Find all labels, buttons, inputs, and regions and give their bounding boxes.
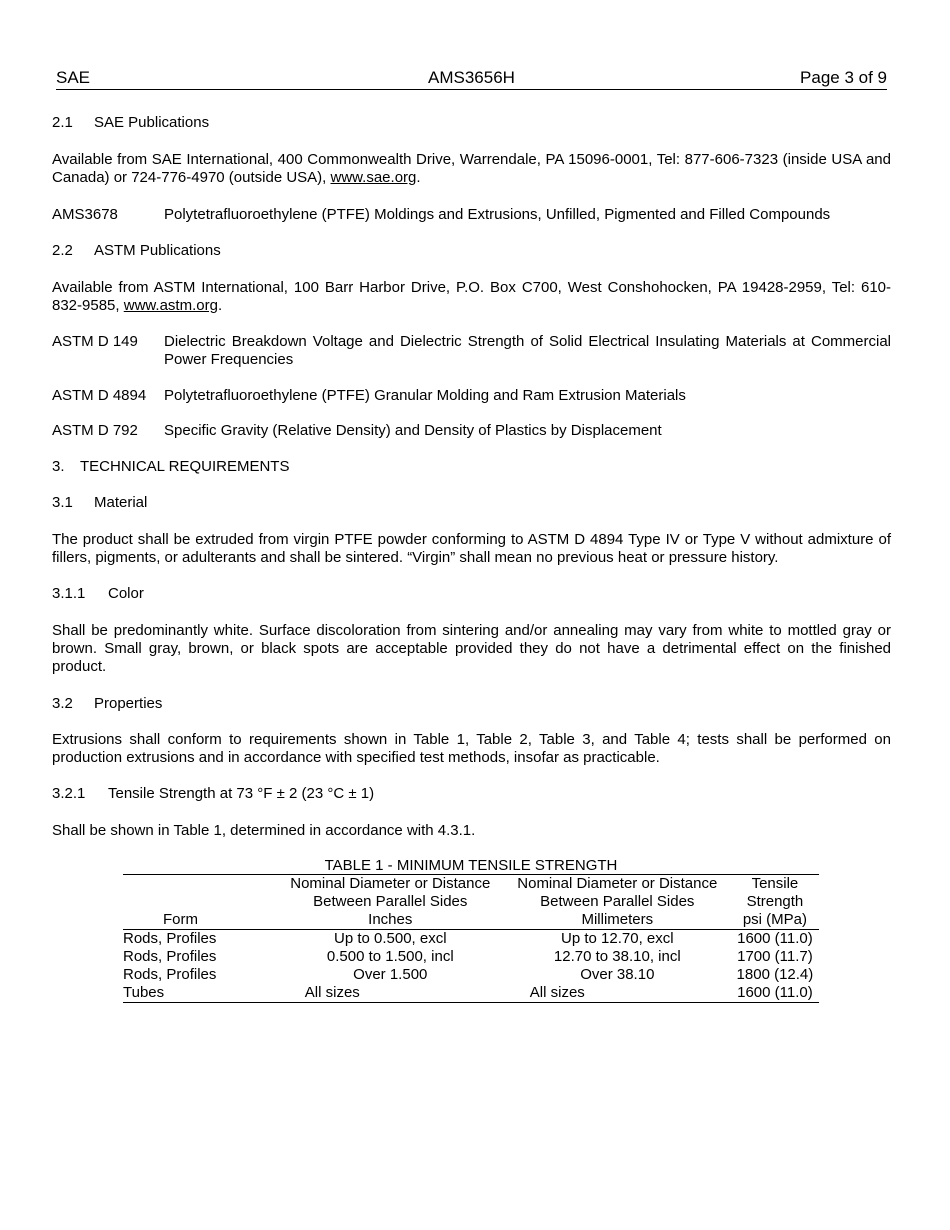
section-heading-3-2 (52, 695, 891, 713)
properties-paragraph: Extrusions shall conform to requirements shown in Table 1, Table 2, Table 3, and Table 4; tests shall be performed on production extrusions and in accordance with specified test methods, insofar as practicable. (52, 731, 891, 766)
section-number: 2.2 (52, 242, 73, 259)
header-mm-line2: Between Parallel Sides (540, 893, 695, 910)
page-header (56, 68, 887, 90)
reference-title: Specific Gravity (Relative Density) and Density of Plastics by Displacement (164, 422, 662, 439)
header-ts-line3: psi (MPa) (731, 911, 819, 930)
paragraph-text: Available from ASTM International, 100 Barr Harbor Drive, P.O. Box C700, West Conshohocken, PA 19428-2959, Tel: 610-832-9585, (52, 279, 891, 314)
section-number: 2.1 (52, 114, 73, 131)
section-number: 3.1 (52, 494, 73, 511)
section-heading-3-2-1 (52, 785, 891, 803)
section-heading-2-1 (52, 114, 891, 132)
sae-website-link[interactable]: www.sae.org (330, 169, 417, 186)
cell-form: Rods, Profiles (123, 930, 217, 947)
header-org: SAE (56, 68, 91, 87)
tensile-strength-table (123, 874, 819, 1003)
section-title: Color (108, 585, 144, 602)
header-page-number: Page 3 of 9 (800, 68, 887, 87)
section-title: TECHNICAL REQUIREMENTS (80, 458, 290, 475)
header-mm-line1: Nominal Diameter or Distance (504, 875, 731, 894)
header-form: Form (123, 911, 277, 930)
section-heading-2-2 (52, 242, 891, 260)
section-title: Tensile Strength at 73 °F ± 2 (23 °C ± 1) (108, 785, 375, 802)
table-row (123, 984, 819, 1003)
section-heading-3-1 (52, 494, 891, 512)
table-caption: TABLE 1 - MINIMUM TENSILE STRENGTH (324, 857, 618, 874)
cell-tensile: 1700 (11.7) (737, 948, 813, 965)
reference-code: ASTM D 149 (52, 333, 138, 350)
section-number: 3.2.1 (52, 785, 86, 802)
tensile-paragraph: Shall be shown in Table 1, determined in accordance with 4.3.1. (52, 822, 476, 839)
sae-availability-paragraph (52, 151, 891, 187)
reference-code: ASTM D 792 (52, 422, 138, 439)
section-number: 3.1.1 (52, 585, 86, 602)
header-doc-id: AMS3656H (428, 68, 515, 87)
cell-form: Tubes (123, 984, 277, 1003)
reference-title: Polytetrafluoroethylene (PTFE) Granular Molding and Ram Extrusion Materials (164, 387, 686, 404)
cell-mm: Up to 12.70, excl (561, 930, 674, 947)
cell-inches: Up to 0.500, excl (333, 930, 447, 947)
header-inches-line3: Inches (277, 911, 504, 930)
section-title: ASTM Publications (94, 242, 221, 259)
paragraph-text: Available from SAE International, 400 Commonwealth Drive, Warrendale, PA 15096-0001, Tel: 877-606-7323 (inside USA and Canada) or 724-776-4970 (outside USA), (52, 151, 891, 186)
paragraph-end: . (416, 169, 421, 186)
cell-inches: Over 1.500 (353, 966, 428, 983)
section-number: 3. (52, 458, 65, 475)
section-number: 3.2 (52, 695, 73, 712)
cell-form: Rods, Profiles (123, 966, 217, 983)
cell-mm: 12.70 to 38.10, incl (553, 948, 681, 965)
astm-website-link[interactable]: www.astm.org (123, 297, 218, 314)
header-inches-line2: Between Parallel Sides (313, 893, 468, 910)
reference-code: AMS3678 (52, 206, 118, 223)
reference-code: ASTM D 4894 (52, 387, 147, 404)
header-ts-line2: Strength (746, 893, 804, 910)
reference-title: Polytetrafluoroethylene (PTFE) Moldings and Extrusions, Unfilled, Pigmented and Filled Compounds (164, 206, 831, 223)
section-heading-3 (52, 458, 891, 476)
table-row (123, 930, 819, 949)
section-title: Material (94, 494, 148, 511)
table-row (123, 966, 819, 984)
paragraph-end: . (217, 297, 223, 314)
header-form-blank (123, 875, 277, 894)
table-row (123, 948, 819, 966)
cell-mm: Over 38.10 (580, 966, 655, 983)
section-title: Properties (94, 695, 163, 712)
header-inches-line1: Nominal Diameter or Distance (277, 875, 504, 894)
reference-title: Dielectric Breakdown Voltage and Dielectric Strength of Solid Electrical Insulating Materials at Commercial Power Frequencies (164, 333, 891, 368)
color-paragraph: Shall be predominantly white. Surface discoloration from sintering and/or annealing may vary from white to mottled gray or brown. Small gray, brown, or black spots are acceptable provided they do not have a detrimental effect on the finished product. (52, 622, 891, 675)
cell-tensile: 1600 (11.0) (737, 930, 813, 947)
material-paragraph: The product shall be extruded from virgin PTFE powder conforming to ASTM D 4894 Type IV or Type V without admixture of fillers, pigments, or adulterants and shall be sintered. “Virgin” shall mean no previous heat or pressure history. (52, 531, 891, 566)
cell-inches: All sizes (277, 984, 504, 1003)
cell-tensile: 1600 (11.0) (731, 984, 819, 1003)
astm-availability-paragraph (52, 279, 891, 315)
cell-mm: All sizes (504, 984, 731, 1003)
cell-inches: 0.500 to 1.500, incl (326, 948, 454, 965)
header-ts-line1: Tensile (731, 875, 819, 894)
cell-form: Rods, Profiles (123, 948, 217, 965)
section-heading-3-1-1 (52, 585, 891, 603)
section-title: SAE Publications (94, 114, 210, 131)
header-mm-line3: Millimeters (504, 911, 731, 930)
cell-tensile: 1800 (12.4) (736, 966, 814, 983)
header-form-blank-2 (123, 893, 277, 911)
